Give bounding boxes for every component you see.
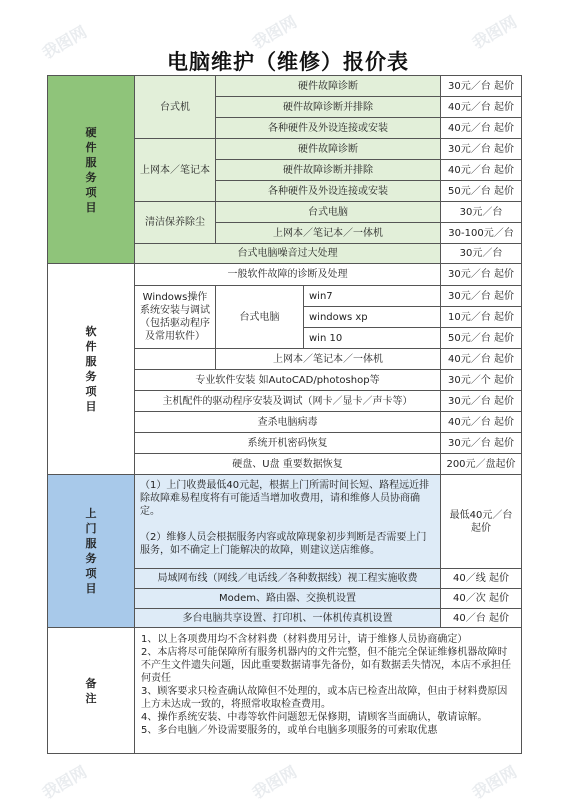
sw-price: 30元／台 起价 [440, 285, 522, 307]
section-software: 软 件 服 务 项 目 [47, 263, 135, 475]
sw-os: windows xp [303, 306, 441, 328]
notes-list [134, 627, 522, 754]
sw-os: win7 [303, 285, 441, 307]
hw-item: 硬件故障诊断并排除 [215, 96, 441, 118]
sw-item: 专业软件安装 如AutoCAD/photoshop等 [134, 369, 441, 391]
sw-price: 50元／台 起价 [440, 327, 522, 349]
hw-price: 30-100元／台 [440, 222, 522, 244]
hw-item: 硬件故障诊断 [215, 138, 441, 160]
note-item: 5、多台电脑／外设需要服务的，或单台电脑多项服务的可索取优惠 [141, 725, 438, 736]
hw-price: 30元／台 起价 [440, 138, 522, 160]
sw-price: 40元／台 起价 [440, 348, 522, 370]
sw-item: 硬盘、U盘 重要数据恢复 [134, 453, 441, 475]
watermark: 我图网 [248, 762, 301, 803]
onsite-price: 40／台 起价 [440, 608, 522, 628]
hw-item: 硬件故障诊断并排除 [215, 159, 441, 181]
sw-price: 30元／台 起价 [440, 432, 522, 454]
onsite-price: 40／线 起价 [440, 568, 522, 589]
hw-item: 各种硬件及外设连接或安装 [215, 117, 441, 139]
section-notes: 备 注 [47, 627, 135, 754]
hw-price: 40元／台 起价 [440, 96, 522, 118]
sw-os-label: Windows操作系统安装与调试（包括驱动程序及常用软件） [134, 285, 216, 349]
note-item: 3、顾客要求只检查确认故障但不处理的，或本店已检查出故障，但由于材料费原因上方未达成一致的，将照常收取检查费用。 [141, 686, 508, 710]
sw-price: 200元／盘起价 [440, 453, 522, 475]
onsite-description [134, 474, 441, 569]
hw-cleaning: 清洁保养除尘 [134, 201, 216, 244]
sw-item: 查杀电脑病毒 [134, 411, 441, 433]
hw-item: 各种硬件及外设连接或安装 [215, 180, 441, 202]
onsite-desc-1: （1）上门收费最低40元起，根据上门所需时间长短、路程远近排除故障难易程度将有可能适当增加收费用，请和维修人员协商确定。 [140, 480, 430, 517]
hw-item: 硬件故障诊断 [215, 75, 441, 97]
sw-general: 一般软件故障的诊断及处理 [134, 263, 441, 286]
watermark: 我图网 [248, 12, 301, 53]
hw-price: 50元／台 起价 [440, 180, 522, 202]
section-hardware: 硬 件 服 务 项 目 [47, 75, 135, 264]
hw-item: 上网本／笔记本／一体机 [215, 222, 441, 244]
hw-price: 30元／台 [440, 201, 522, 223]
onsite-price: 40／次 起价 [440, 588, 522, 609]
hw-item: 台式电脑 [215, 201, 441, 223]
section-onsite: 上 门 服 务 项 目 [47, 474, 135, 628]
sw-price: 30元／个 起价 [440, 369, 522, 391]
hw-desktop: 台式机 [134, 75, 216, 139]
hw-price: 30元／台 [440, 243, 522, 264]
sw-price: 10元／台 起价 [440, 306, 522, 328]
hw-price: 40元／台 起价 [440, 117, 522, 139]
hw-price: 40元／台 起价 [440, 159, 522, 181]
sw-os: win 10 [303, 327, 441, 349]
sw-item: 系统开机密码恢复 [134, 432, 441, 454]
onsite-desc-2: （2）维修人员会根据服务内容或故障现象初步判断是否需要上门服务，如不确定上门能解决的故障，则建议送店维修。 [140, 532, 427, 556]
onsite-item: 局域网布线（网线／电话线／各种数据线）视工程实施收费 [134, 568, 441, 589]
onsite-desc-price: 最低40元／台起价 [440, 474, 522, 569]
sw-price: 30元／台 起价 [440, 263, 522, 286]
note-item: 2、本店将尽可能保障所有服务机器内的文件完整，但不能完全保证维修机器故障时不产生文件遗失问题，因此重要数据请事先备份，如有数据丢失情况，本店不承担任何责任 [141, 647, 511, 684]
hw-laptop: 上网本／笔记本 [134, 138, 216, 202]
sw-laptop: 上网本／笔记本／一体机 [215, 348, 441, 370]
watermark: 我图网 [38, 762, 91, 803]
sw-desktop: 台式电脑 [215, 285, 304, 349]
sw-item: 主机配件的驱动程序安装及调试（网卡／显卡／声卡等） [134, 390, 441, 412]
hw-noise: 台式电脑噪音过大处理 [134, 243, 441, 264]
page-title: 电脑维护（维修）报价表 [167, 50, 409, 74]
sw-price: 30元／台 起价 [440, 390, 522, 412]
hw-price: 30元／台 起价 [440, 75, 522, 97]
sw-price: 40元／台 起价 [440, 411, 522, 433]
onsite-item: 多台电脑共享设置、打印机、一体机传真机设置 [134, 608, 441, 628]
watermark: 我图网 [468, 762, 521, 803]
watermark: 我图网 [468, 12, 521, 53]
watermark: 我图网 [38, 22, 91, 63]
note-item: 1、以上各项费用均不含材料费（材料费用另计，请于维修人员协商确定） [141, 634, 468, 645]
note-item: 4、操作系统安装、中毒等软件问题恕无保修期，请顾客当面确认，敬请谅解。 [141, 712, 488, 723]
onsite-item: Modem、路由器、交换机设置 [134, 588, 441, 609]
